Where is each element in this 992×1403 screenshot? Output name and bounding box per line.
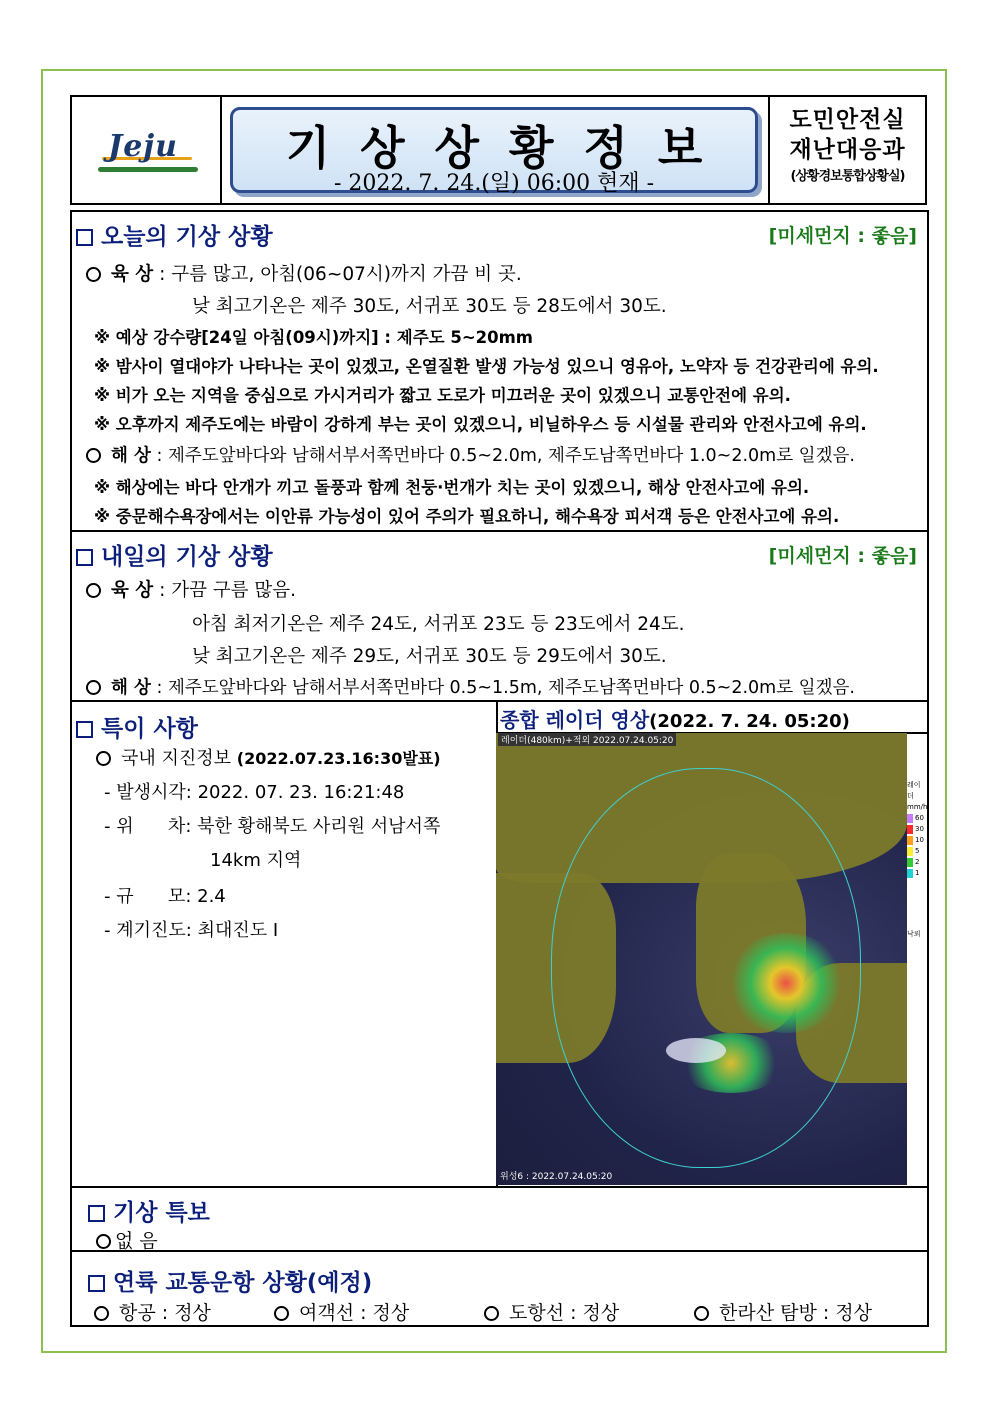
land-label: 육 상 <box>111 580 154 601</box>
today-land-text: : 구름 많고, 아침(06~07시)까지 가끔 비 곳. <box>159 264 522 285</box>
legend-swatch <box>907 847 913 856</box>
radar-image <box>496 733 907 1185</box>
legend-label: 2 <box>915 858 920 866</box>
tomorrow-min-temp: 아침 최저기온은 제주 24도, 서귀포 23도 등 23도에서 24도. <box>192 614 685 635</box>
today-heading <box>76 218 273 251</box>
special-heading-text: 특이 사항 <box>101 716 198 742</box>
earthquake-title <box>96 744 441 770</box>
circle-bullet-icon <box>274 1306 289 1321</box>
legend-swatch <box>907 858 913 867</box>
checkbox-icon <box>88 1205 105 1222</box>
jeju-logo: Jeju <box>108 129 178 164</box>
warning-heading-text: 기상 특보 <box>113 1200 210 1226</box>
legend-label: 10 <box>915 836 924 844</box>
legend-label: 1 <box>915 869 920 877</box>
today-sea-note-fog: ※ 해상에는 바다 안개가 끼고 돌풍과 함께 천둥·번개가 치는 곳이 있겠으니, 해상 안전사고에 유의. <box>94 478 810 497</box>
header-table <box>70 95 927 205</box>
logo-cell <box>72 97 222 203</box>
legend-swatch <box>907 836 913 845</box>
legend-item <box>907 846 927 857</box>
division-name: 재난대응과 <box>789 137 906 163</box>
today-section <box>70 210 929 532</box>
traffic-hallasan <box>694 1298 872 1325</box>
radar-caption-top: 레이더(480km)+적외 2022.07.24.05:20 <box>498 733 676 746</box>
today-note-heat: ※ 밤사이 열대야가 나타나는 곳이 있겠고, 온열질환 발생 가능성 있으니 영유아, 노약자 등 건강관리에 유의. <box>94 357 879 376</box>
today-note-wind: ※ 오후까지 제주도에는 바람이 강하게 부는 곳이 있겠으니, 비닐하우스 등 시설물 관리와 안전사고에 유의. <box>94 415 867 434</box>
today-note-visibility: ※ 비가 오는 지역을 중심으로 가시거리가 짧고 도로가 미끄러운 곳이 있겠으니 교통안전에 유의. <box>94 386 791 405</box>
radar-datetime: (2022. 7. 24. 05:20) <box>649 711 850 732</box>
legend-item <box>907 857 927 868</box>
legend-label: 30 <box>915 825 924 833</box>
today-max-temp: 낮 최고기온은 제주 30도, 서귀포 30도 등 28도에서 30도. <box>192 296 667 317</box>
warning-heading <box>88 1194 210 1227</box>
circle-bullet-icon <box>86 680 101 695</box>
traffic-heading-text: 연륙 교통운항 상황(예정) <box>113 1270 373 1296</box>
traffic-air-status: 항공 : 정상 <box>119 1302 211 1324</box>
checkbox-icon <box>76 549 93 566</box>
eq-scale-value: 2.4 <box>197 886 226 907</box>
tomorrow-sea-line <box>86 674 855 699</box>
earthquake-issued: (2022.07.23.16:30발표) <box>236 749 441 768</box>
special-heading <box>76 710 198 743</box>
legend-label: 60 <box>915 814 924 822</box>
warning-value: 없 음 <box>115 1230 158 1252</box>
warning-value-row <box>96 1226 158 1253</box>
legend-swatch <box>907 814 913 823</box>
office-name: (상황경보통합상황실) <box>790 169 905 184</box>
circle-bullet-icon <box>86 583 101 598</box>
today-land-line <box>86 260 522 286</box>
legend-item <box>907 868 927 879</box>
eq-location-value: 북한 황해북도 사리원 서남서쪽 <box>197 816 441 837</box>
page-title: 기상상황정보 <box>285 121 733 175</box>
tomorrow-land-text: : 가끔 구름 많음. <box>159 580 297 601</box>
tomorrow-heading-text: 내일의 기상 상황 <box>101 544 273 570</box>
radar-title <box>500 704 850 733</box>
traffic-ferry-status: 여객선 : 정상 <box>299 1302 410 1324</box>
circle-bullet-icon <box>96 1234 111 1249</box>
legend-lightning: 낙뢰 <box>907 930 921 938</box>
eq-time-value: 2022. 07. 23. 16:21:48 <box>197 782 405 803</box>
traffic-island-ferry-status: 도항선 : 정상 <box>509 1302 620 1324</box>
legend-title: 레이더 mm/h <box>907 781 928 811</box>
earthquake-title-text: 국내 지진정보 <box>121 748 232 769</box>
tomorrow-max-temp: 낮 최고기온은 제주 29도, 서귀포 30도 등 29도에서 30도. <box>192 646 667 667</box>
eq-intensity-value: 최대진도 Ⅰ <box>197 920 279 941</box>
title-banner <box>230 107 758 196</box>
legend-swatch <box>907 869 913 878</box>
radar-range-circle <box>551 768 861 1168</box>
eq-location-label: - 위 차: <box>104 816 192 837</box>
today-sea-note-riptide: ※ 중문해수욕장에서는 이안류 가능성이 있어 주의가 필요하니, 해수욕장 피서객 등은 안전사고에 유의. <box>94 507 840 526</box>
eq-time-label: - 발생시각: <box>104 782 192 803</box>
today-sea-text: : 제주도앞바다와 남해서부서쪽먼바다 0.5~2.0m, 제주도남쪽먼바다 1.0~2.0m로 일겠음. <box>156 446 855 466</box>
checkbox-icon <box>88 1275 105 1292</box>
dept-name: 도민안전실 <box>789 107 906 133</box>
tomorrow-heading <box>76 538 273 571</box>
eq-time-row <box>104 778 404 804</box>
traffic-section <box>70 1250 929 1327</box>
circle-bullet-icon <box>86 448 101 463</box>
legend-item <box>907 835 927 846</box>
land-label: 육 상 <box>111 264 154 285</box>
traffic-air <box>94 1298 211 1325</box>
legend-item <box>907 813 927 824</box>
logo-underline <box>98 167 198 172</box>
department-cell <box>768 97 925 203</box>
checkbox-icon <box>76 721 93 738</box>
circle-bullet-icon <box>484 1306 499 1321</box>
legend-item <box>907 824 927 835</box>
tomorrow-land-line <box>86 576 296 602</box>
traffic-ferry <box>274 1298 409 1325</box>
radar-title-text: 종합 레이더 영상 <box>500 708 650 732</box>
legend-label: 5 <box>915 847 920 855</box>
sea-label: 해 상 <box>111 678 151 698</box>
circle-bullet-icon <box>86 267 101 282</box>
today-sea-line <box>86 442 855 467</box>
traffic-hallasan-status: 한라산 탐방 : 정상 <box>719 1302 872 1324</box>
circle-bullet-icon <box>694 1306 709 1321</box>
eq-location-row <box>104 812 440 838</box>
eq-scale-row <box>104 882 226 908</box>
checkbox-icon <box>76 229 93 246</box>
radar-caption-bottom: 위성6 : 2022.07.24.05:20 <box>500 1172 613 1182</box>
sea-label: 해 상 <box>111 446 151 466</box>
tomorrow-dust-status: [미세먼지 : 좋음] <box>768 545 917 567</box>
report-datetime: - 2022. 7. 24.(일) 06:00 현재 - <box>333 171 655 196</box>
circle-bullet-icon <box>94 1306 109 1321</box>
traffic-island-ferry <box>484 1298 619 1325</box>
eq-intensity-row <box>104 916 278 942</box>
tomorrow-section <box>70 530 929 702</box>
circle-bullet-icon <box>96 751 111 766</box>
today-note-rain: ※ 예상 강수량[24일 아침(09시)까지] : 제주도 5~20mm <box>94 328 533 347</box>
eq-intensity-label: - 계기진도: <box>104 920 192 941</box>
eq-location-value-2: 14km 지역 <box>210 850 302 871</box>
warning-section <box>70 1186 929 1252</box>
today-heading-text: 오늘의 기상 상황 <box>101 224 273 250</box>
radar-legend <box>907 780 927 940</box>
traffic-heading <box>88 1264 372 1297</box>
today-dust-status: [미세먼지 : 좋음] <box>768 225 917 247</box>
tomorrow-sea-text: : 제주도앞바다와 남해서부서쪽먼바다 0.5~1.5m, 제주도남쪽먼바다 0.5~2.0m로 일겠음. <box>156 678 855 698</box>
eq-scale-label: - 규 모: <box>104 886 192 907</box>
legend-swatch <box>907 825 913 834</box>
